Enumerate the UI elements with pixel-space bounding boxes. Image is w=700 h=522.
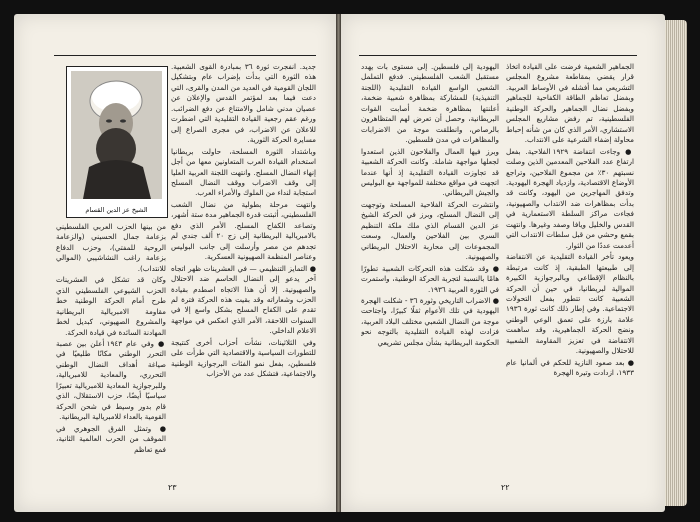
left-page-left-column: [56, 222, 166, 486]
left-page-right-column: [171, 62, 316, 486]
top-rule: [54, 55, 316, 56]
portrait-photo: [71, 71, 162, 199]
right-page-right-column: [506, 62, 634, 486]
left-page: [14, 14, 336, 512]
portrait-image: [71, 71, 162, 199]
right-page: [341, 14, 665, 512]
page-edges: [665, 20, 687, 506]
paragraph: ● وتمثل الفرق الجوهري في الموقف من الحرب العالمية الثانية، فمع تعاظم: [56, 423, 166, 454]
paragraph: وانتشرت الحركة الفلاحية المسلحة وتوجهت إلى النضال المسلح، وبرز في الحركة الشيخ عز الدين القسام الذي ملك ملكة التنظيم السري بين الفلاحين والعمال، وسعت المجموعات إلى محاربة الاحتلال البريطاني والصهيونية.: [361, 199, 499, 262]
paragraph: ويعود تأخر القيادة التقليدية عن الانتفاضة إلى طبيعتها الطبقية، إذ كانت مرتبطة بالنظام الإقطاعي وبالبرجوازية الكبيرة الموالية لبريطانيا، في حين أن الحركة الشعبية كانت تتطور بفعل التحولات الاجتماعية. وفي إطار ذلك كانت ثورة ١٩٣٦ علامة بارزة على تعمق الوعي الوطني ونضج الحركة الجماهيرية، وقد ساهمت الانتفاضة في تعزيز المقاومة الشعبية للاحتلال والصهيونية.: [506, 252, 634, 356]
paragraph: وكان قد تشكل في العشرينات الحزب الشيوعي الفلسطيني الذي طرح أمام الحركة الوطنية خط مقاومة الامبريالية البريطانية والمشروع الصهيوني، كبديل لخط المهادنة السائدة في قيادة الحركة.: [56, 275, 166, 337]
paragraph: وانتهت مرحلة بطولية من نضال الشعب الفلسطيني، أثبتت قدرة الجماهير مدة ستة أشهر، وتصاعد الكفاح المسلح. الأمر الذي دفع بالامبريالية البريطانية إلى زج ٢٠ ألف جندي لم تجدهم من مصر وأرسلت إلى جانب البوليس وعناصر المنظمة الصهيونية العسكرية.: [171, 199, 316, 262]
right-page-left-column: [361, 62, 499, 486]
paragraph: وفي الثلاثينات، نشأت أحزاب أخرى كنتيجة للتطورات السياسية والاقتصادية التي طرأت على فلسطين، بفعل نمو الفئات البرجوازية الوطنية والاجتماعية، فتشكل عدد من الأحزاب: [171, 337, 316, 379]
paragraph: اليهودية إلى فلسطين. إلى مستوى بات يهدد مستقبل الشعب الفلسطيني. فدفع التململ الشعبي الواسع القيادة التقليدية (اللجنة التنفيذية) للمشاركة بمظاهرة شعبية ضخمة، أعلنتها بمظاهرة ضخمة أصابت القوات البريطانية، وحصل أن تعرض لهم المتظاهرون بالرصاص، وانطلقت موجة من الاضرابات والمظاهرات في مدن فلسطين.: [361, 62, 499, 145]
portrait-frame: [66, 66, 168, 218]
paragraph: ● وجاءت انتفاضة ١٩٢٩ الفلاحية. بفعل ارتفاع عدد الفلاحين المعدمين الذين وصلت نسبتهم ٣٠٪ من مجموع الفلاحين، وتراجع الأوضاع الاقتصادية، وازدياد الهجرة اليهودية. وتدفق المهاجرين من اليهود، وكانت قد بدأت بمظاهرات ضد الانتداب والصهيونية، فجاءت مراكز السلطة الاستعمارية في القدس والخليل ويافا وصفد وغيرها. وانتهت بقمع وحشي من قبل سلطات الانتداب التي أعدمت عددًا من الثوار.: [506, 146, 634, 250]
paragraph: ● الاضراب التاريخي وثورة ٣٦ - شكلت الهجرة اليهودية في تلك الأعوام ثقلًا كبيرًا، واجتاحت موجة من النضال الشعبي مختلف البلاد العربية، فزادت لهذه القيادة التقليدية بالتوجه نحو الحكومة البريطانية بشأن مجلس تشريعي: [361, 295, 499, 347]
paragraph: من بينها الحزب العربي الفلسطيني بزعامة جمال الحسيني (والزعامة الروحية للمفتي)، وحزب الدفاع بزعامة راغب النشاشيبي (الموالي للانتداب).: [56, 222, 166, 273]
paragraph: ● التمايز التنظيمي — في العشرينات ظهر اتجاه آخر يدعو إلى النضال الحاسم ضد الاحتلال والصهيونية. إلا أن هذا الاتجاه اصطدم بقيادة الحزب وشعاراته وقد بقيت هذه الحركة فترة لم تقدم على الكفاح المسلح بشكل واسع إلا في السنوات اللاحقة، الأمر الذي انعكس في مواجهة الاعلام الداخلي.: [171, 263, 316, 336]
paragraph: جديد. انفجرت ثورة ٣٦ بمبادرة القوى الشعبية. هذه الثورة التي بدأت بإضراب عام وبتشكيل اللجان القومية في العديد من المدن والقرى، التي دعت فيما بعد لمؤتمر القدس والإعلان عن عصيان مدني شامل والامتناع عن دفع الضرائب. ورغم عقم رجعية القيادة التقليدية التي اضطرت للاعلان عن الاضراب، في مجرى الصراع إلى مسايرة الحركة الثورية.: [171, 62, 316, 145]
paragraph: ● وقد شكلت هذه التحركات الشعبية تطورًا هامًا بالنسبة لتجربة الحركة الوطنية، واستمرت في الثورة العربية ١٩٣٦.: [361, 263, 499, 294]
paragraph: الجماهير الشعبية فرضت على القيادة اتخاذ قرار يقضي بمقاطعة مشروع المجلس التشريعي مما أفشله في الأوساط العربية. وبفضل تعاظم الطاقة الكفاحية للجماهير وبفضل نضال الجماهير والحركة الوطنية الفلسطينية، تم رفض مشاريع المجلس الاستشاري، الأمر الذي كان من شأنه إحباط محاولة إضفاء الشرعية على الانتداب.: [506, 62, 634, 145]
paragraph: وباشتداد الثورة المسلحة، حاولت بريطانيا استخدام القيادة العرب المتعاونين معها من أجل إنهاء النضال المسلح. وانتهت اللجنة العربية العليا إلى وقف الاضراب ووقف النضال المسلح استجابة لنداء من الملوك والأمراء العرب.: [171, 146, 316, 198]
page-number: ٢٢: [501, 483, 510, 492]
paragraph: وبرز فيها العمال والفلاحون الذين استعدوا لجعلها مواجهة شاملة. وكانت الحركة الشعبية قد تجاوزت القيادة التقليدية إذ أنها عندما اتجهت في مواقع مختلفة للمواجهة مع البوليس والجيش البريطاني.: [361, 146, 499, 198]
paragraph: ● بعد صعود النازية للحكم في ألمانيا عام ١٩٣٣، ازدادت وتيرة الهجرة: [506, 357, 634, 378]
paragraph: ● وفي عام ١٩٤٣ أعلن بين عصبة التحرر الوطني مكانًا طليعيًا في صياغة أهداف النضال الوطني التحرري، والمعادية للامبريالية، وللبرجوازية المعادية للامبريالية تعبيرًا سياسيًا أيضًا، حزب الاستقلال، الذي قام بدور وسيط في شحن الحركة القومية بالعداء للامبريالية البريطانية.: [56, 338, 166, 422]
page-number: ٢٣: [168, 483, 177, 492]
portrait-caption: الشيخ عز الدين القسام: [85, 206, 148, 214]
top-rule: [359, 55, 637, 56]
